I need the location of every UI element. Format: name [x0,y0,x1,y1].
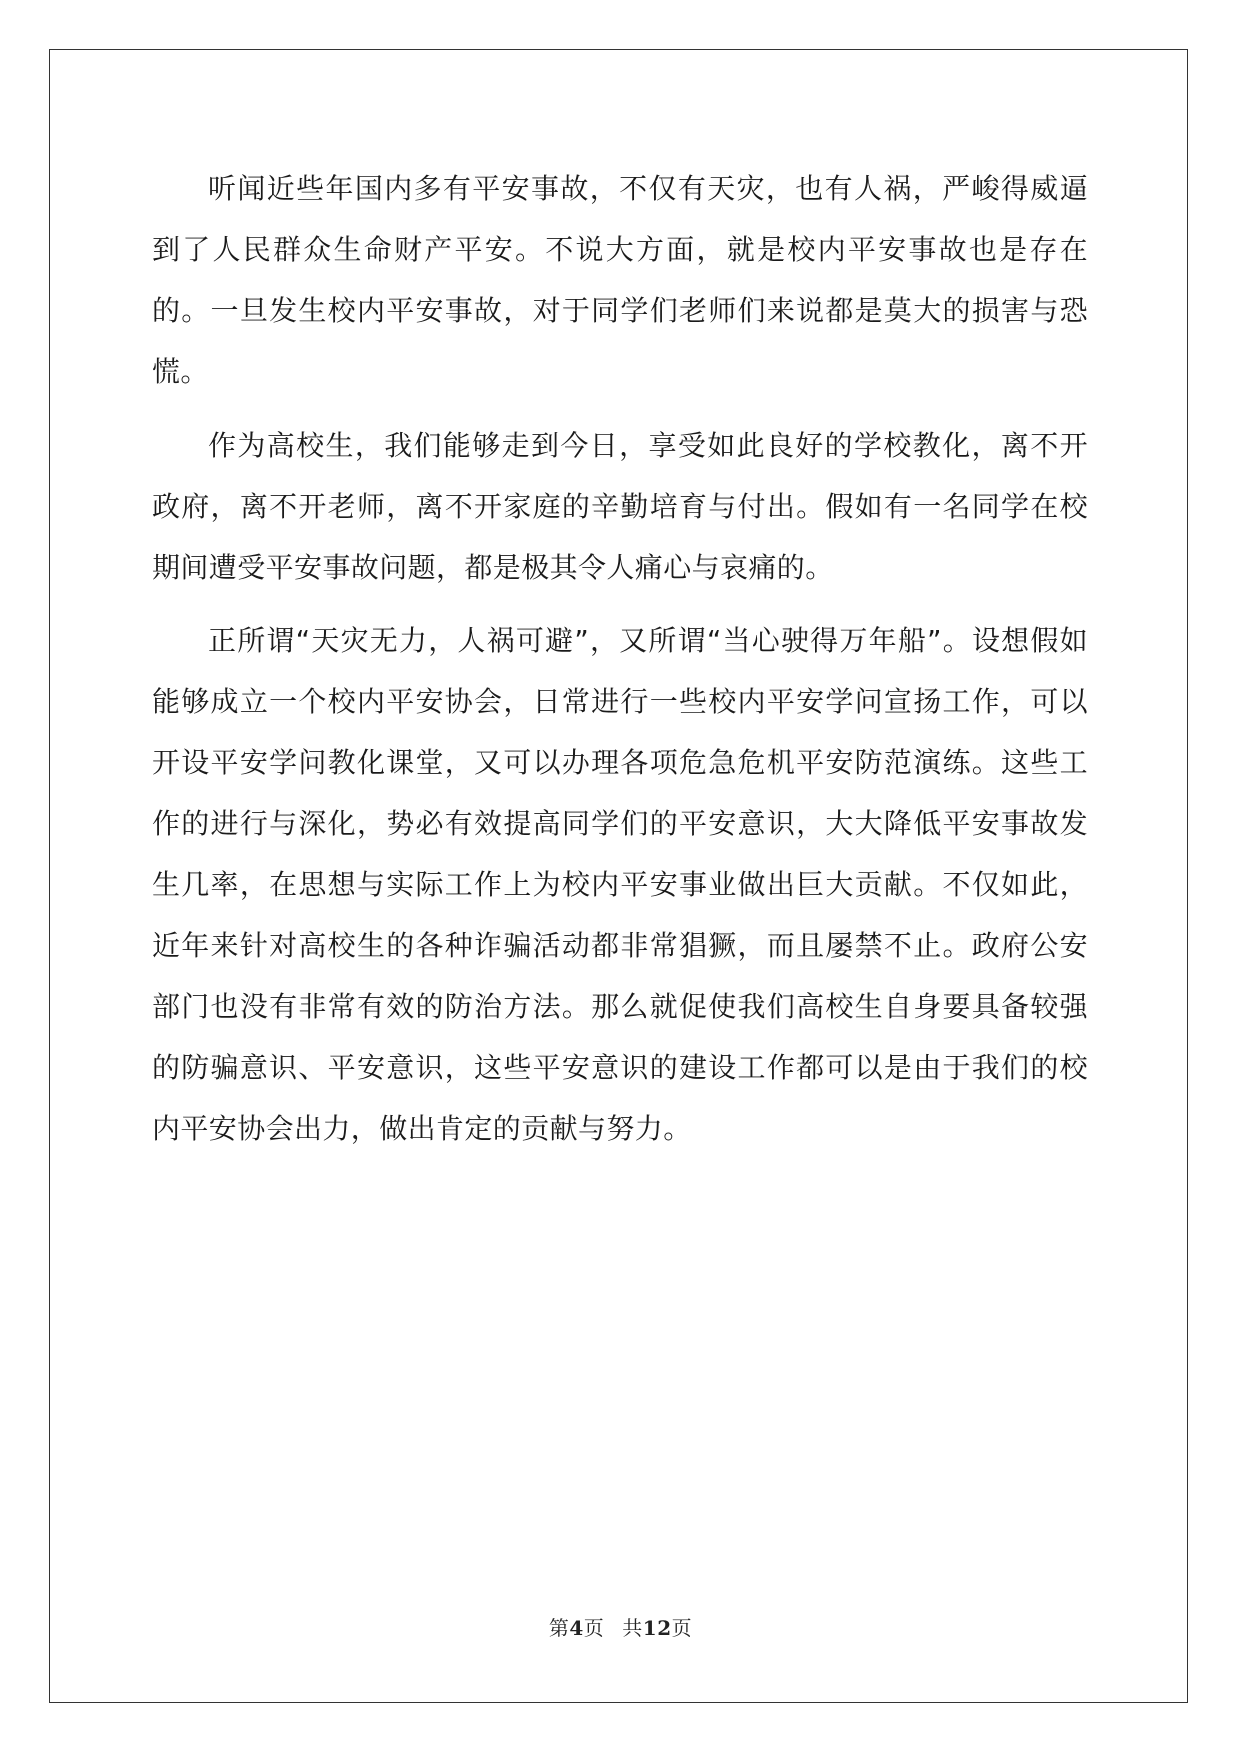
footer-page-suffix: 页 [583,1616,605,1640]
page-footer [0,1612,1241,1641]
paragraph-1: 听闻近些年国内多有平安事故，不仅有天灾，也有人祸，严峻得威逼到了人民群众生命财产平安。不说大方面，就是校内平安事故也是存在的。一旦发生校内平安事故，对于同学们老师们来说都是莫大的损害与恐慌。 [152,172,1088,388]
footer-total-number: 12 [642,1616,672,1640]
paragraph-3: 正所谓“天灾无力，人祸可避”，又所谓“当心驶得万年船”。设想假如能够成立一个校内平安协会，日常进行一些校内平安学问宣扬工作，可以开设平安学问教化课堂，又可以办理各项危急危机平安防范演练。这些工作的进行与深化，势必有效提高同学们的平安意识，大大降低平安事故发生几率，在思想与实际工作上为校内平安事业做出巨大贡献。不仅如此，近年来针对高校生的各种诈骗活动都非常猖獗，而且屡禁不止。政府公安部门也没有非常有效的防治方法。那么就促使我们高校生自身要具备较强的防骗意识、平安意识，这些平安意识的建设工作都可以是由于我们的校内平安协会出力，做出肯定的贡献与努力。 [152,624,1088,1145]
footer-page-number: 4 [569,1616,584,1640]
paragraph-2: 作为高校生，我们能够走到今日，享受如此良好的学校教化，离不开政府，离不开老师，离不开家庭的辛勤培育与付出。假如有一名同学在校期间遭受平安事故问题，都是极其令人痛心与哀痛的。 [152,428,1088,584]
footer-page-prefix: 第 [548,1616,570,1640]
document-body [152,158,1088,1172]
footer-total-prefix: 共 [622,1616,643,1640]
footer-total-suffix: 页 [671,1616,693,1640]
